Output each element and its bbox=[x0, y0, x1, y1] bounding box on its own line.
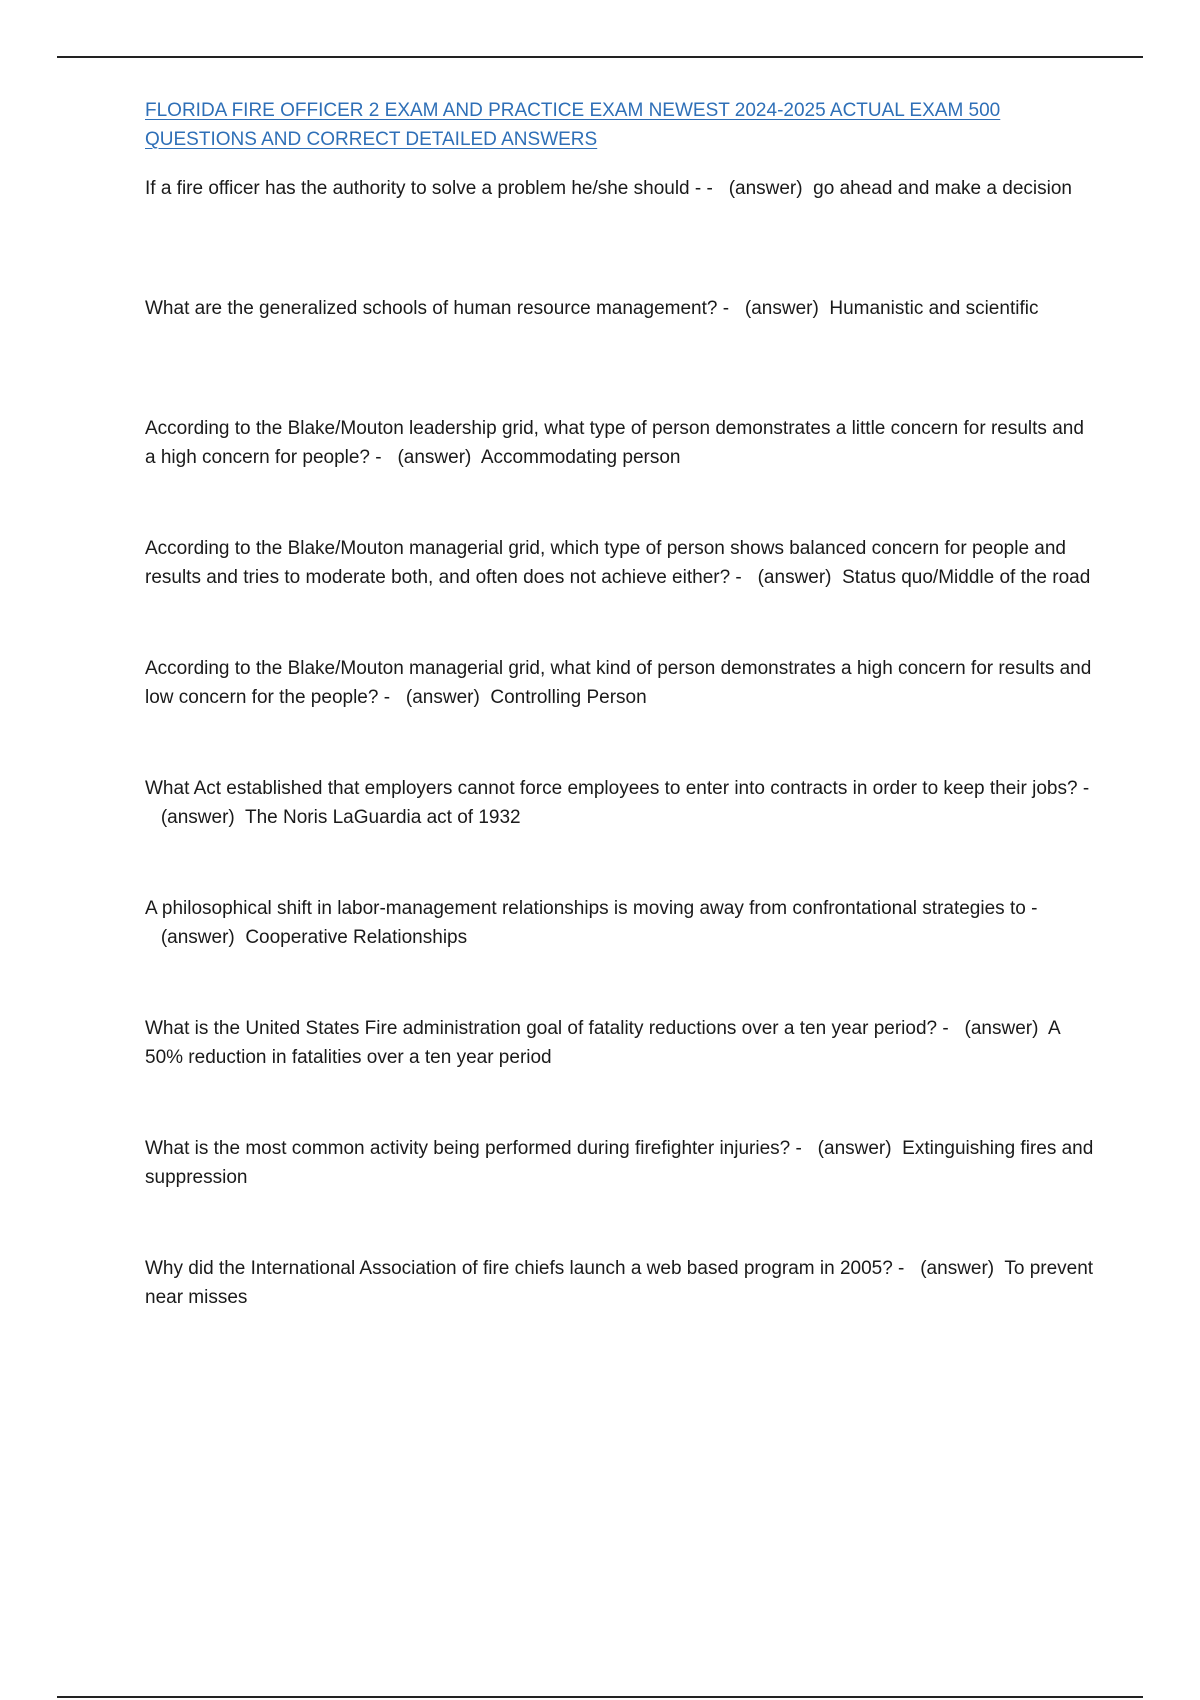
answer-text: Accommodating person bbox=[480, 447, 681, 468]
document-title-link[interactable]: FLORIDA FIRE OFFICER 2 EXAM AND PRACTICE EXAM NEWEST 2024-2025 ACTUAL EXAM 500 QUESTIONS AND CORRECT DETAILED ANSWERS bbox=[145, 100, 1001, 150]
answer-marker: (answer) bbox=[405, 687, 480, 708]
answer-marker: (answer) bbox=[964, 1018, 1039, 1039]
answer-text: Controlling Person bbox=[490, 687, 647, 708]
qa-item bbox=[145, 894, 1095, 985]
question-text: If a fire officer has the authority to solve a problem he/she should - - bbox=[145, 178, 713, 199]
document-body bbox=[145, 96, 1095, 1374]
answer-text: go ahead and make a decision bbox=[813, 178, 1072, 199]
question-text: According to the Blake/Mouton leadership grid, what type of person demonstrates a little concern for results and a high concern for people? - bbox=[145, 418, 1084, 468]
question-text: What Act established that employers cannot force employees to enter into contracts in order to keep their jobs? - bbox=[145, 778, 1090, 799]
question-text: What is the most common activity being performed during firefighter injuries? - bbox=[145, 1138, 802, 1159]
question-text: Why did the International Association of fire chiefs launch a web based program in 2005? - bbox=[145, 1258, 905, 1279]
answer-marker: (answer) bbox=[817, 1138, 892, 1159]
answer-marker: (answer) bbox=[757, 567, 832, 588]
qa-item bbox=[145, 774, 1095, 865]
qa-item bbox=[145, 654, 1095, 745]
answer-marker: (answer) bbox=[744, 298, 819, 319]
qa-item bbox=[145, 534, 1095, 625]
answer-text: To prevent near misses bbox=[145, 1258, 1094, 1308]
qa-item bbox=[145, 294, 1095, 385]
answer-marker: (answer) bbox=[728, 178, 803, 199]
answer-marker: (answer) bbox=[920, 1258, 995, 1279]
question-text: According to the Blake/Mouton managerial grid, which type of person shows balanced concern for people and results and tries to moderate both, and often does not achieve either? - bbox=[145, 538, 1066, 588]
answer-marker: (answer) bbox=[160, 927, 235, 948]
qa-item bbox=[145, 1014, 1095, 1105]
answer-marker: (answer) bbox=[397, 447, 472, 468]
qa-item bbox=[145, 174, 1095, 265]
qa-item bbox=[145, 414, 1095, 505]
answer-marker: (answer) bbox=[160, 807, 235, 828]
question-text: A philosophical shift in labor-management relationships is moving away from confrontational strategies to - bbox=[145, 898, 1038, 919]
qa-item bbox=[145, 1134, 1095, 1225]
top-rule bbox=[57, 56, 1143, 58]
question-text: What are the generalized schools of human resource management? - bbox=[145, 298, 730, 319]
question-text: What is the United States Fire administration goal of fatality reductions over a ten year period? - bbox=[145, 1018, 949, 1039]
answer-text: Extinguishing fires and suppression bbox=[145, 1138, 1094, 1188]
qa-item bbox=[145, 1254, 1095, 1345]
question-text: According to the Blake/Mouton managerial grid, what kind of person demonstrates a high concern for results and low concern for the people? - bbox=[145, 658, 1092, 708]
answer-text: Cooperative Relationships bbox=[245, 927, 468, 948]
answer-text: Humanistic and scientific bbox=[829, 298, 1039, 319]
answer-text: A 50% reduction in fatalities over a ten year period bbox=[145, 1018, 1060, 1068]
answer-text: Status quo/Middle of the road bbox=[842, 567, 1091, 588]
qa-list bbox=[145, 174, 1095, 1345]
bottom-rule bbox=[57, 1696, 1143, 1698]
answer-text: The Noris LaGuardia act of 1932 bbox=[244, 807, 521, 828]
